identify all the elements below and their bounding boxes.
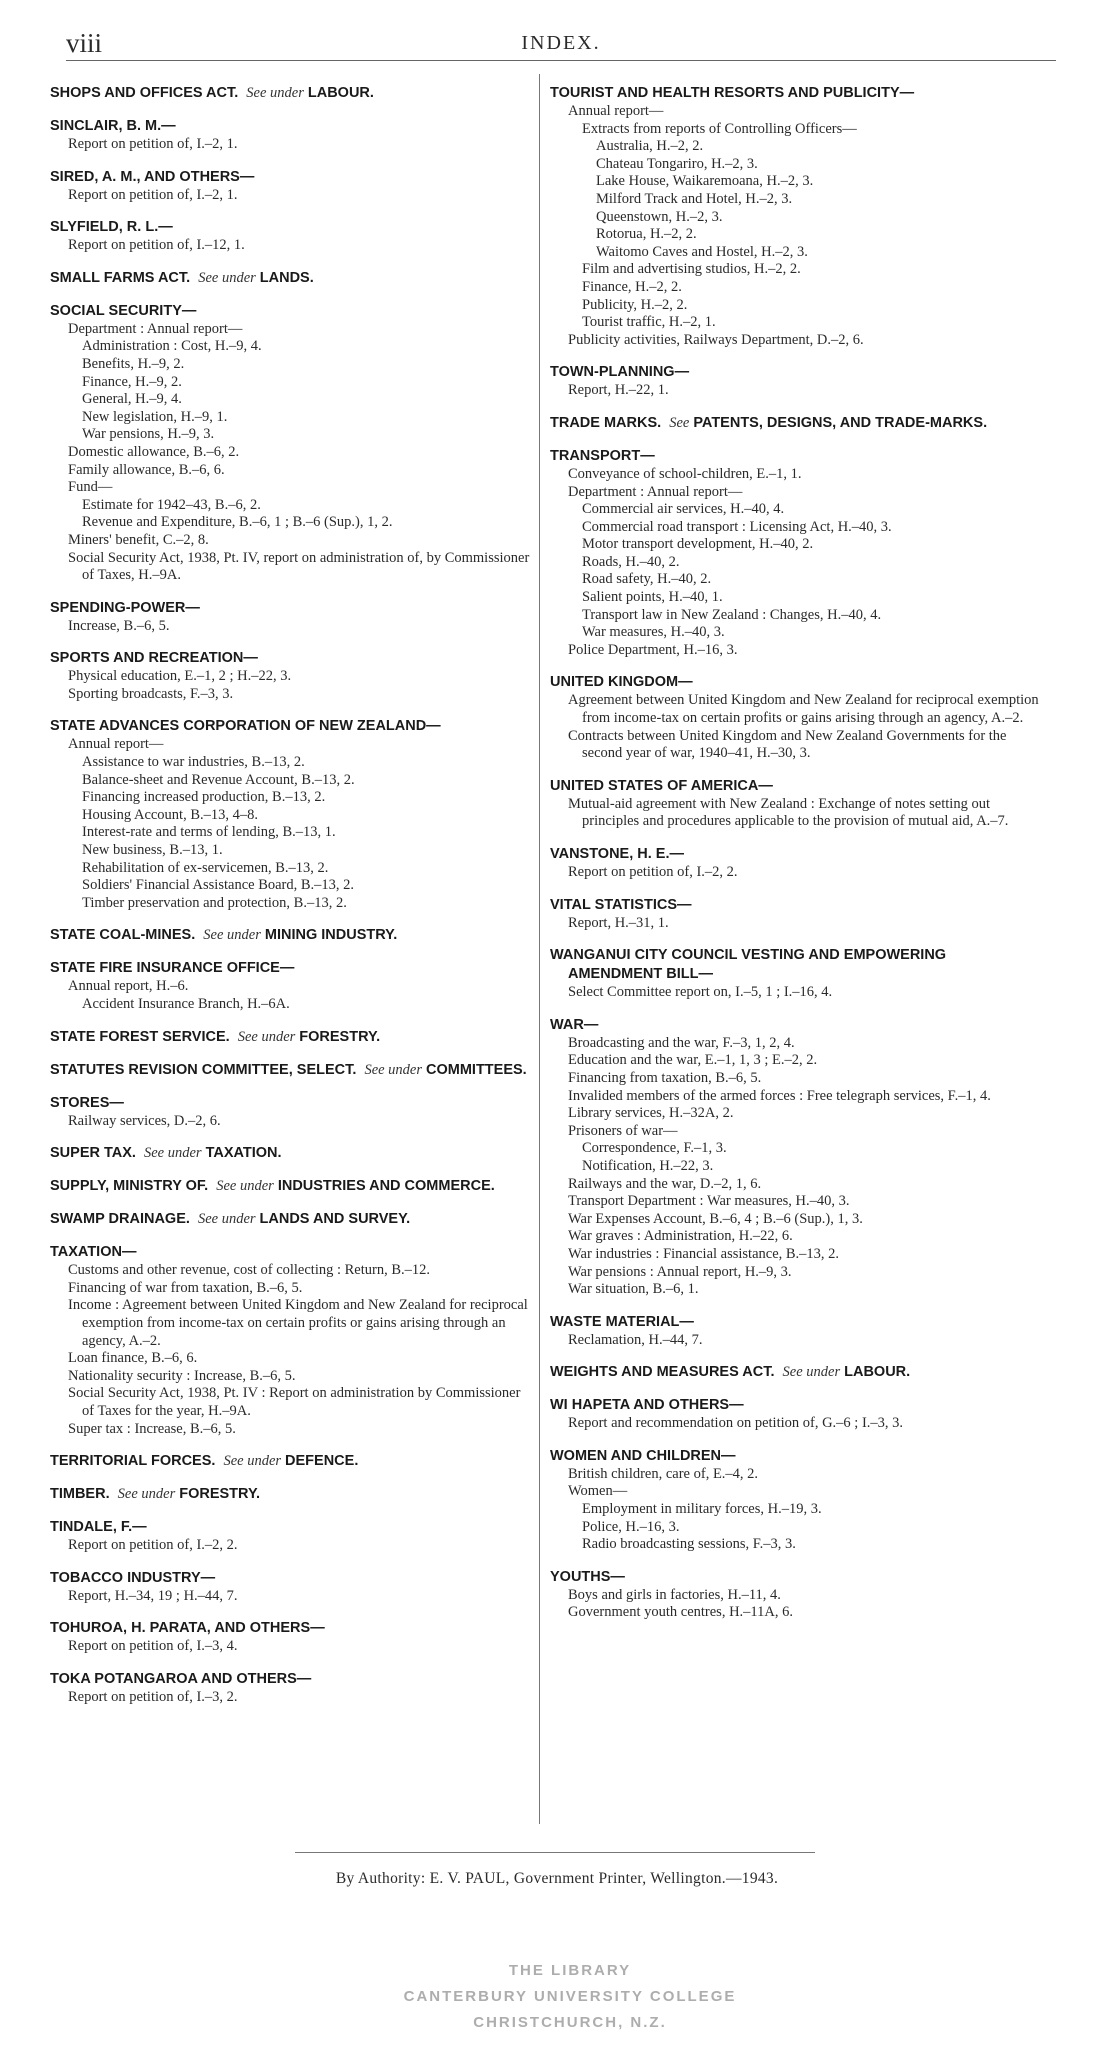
- subentry: Notification, H.–22, 3.: [582, 1157, 714, 1174]
- subentry: Report, H.–22, 1.: [568, 382, 669, 399]
- entry-heading: [50, 218, 535, 237]
- index-entry: [50, 269, 535, 288]
- index-entry: [50, 1210, 535, 1229]
- index-entry: [50, 1518, 535, 1555]
- entry-heading: [50, 117, 535, 136]
- right-column: [550, 84, 1040, 1636]
- index-entry: [50, 1670, 535, 1707]
- subentry: Report on petition of, I.–2, 2.: [568, 864, 738, 880]
- subentry: Commercial road transport : Licensing Act, H.–40, 3.: [582, 518, 892, 535]
- cross-reference-target: MINING INDUSTRY.: [264, 927, 398, 944]
- heading-text: STORES—: [50, 1094, 124, 1111]
- subentry: Loan finance, B.–6, 6.: [68, 1350, 198, 1367]
- index-entry: [550, 673, 1040, 762]
- subentry: Tourist traffic, H.–2, 1.: [582, 314, 716, 331]
- see-reference: See under: [198, 269, 256, 286]
- subentry: Super tax : Increase, B.–6, 5.: [68, 1420, 236, 1437]
- subentry: Estimate for 1942–43, B.–6, 2.: [82, 496, 261, 513]
- subentry: Report on petition of, I.–3, 2.: [68, 1688, 238, 1705]
- subentry: Financing of war from taxation, B.–6, 5.: [68, 1279, 303, 1296]
- entry-heading: [50, 1518, 535, 1537]
- subentry: Police, H.–16, 3.: [582, 1518, 680, 1535]
- subentry: War Expenses Account, B.–6, 4 ; B.–6 (Sup.), 1, 3.: [568, 1210, 863, 1227]
- subentry: Radio broadcasting sessions, F.–3, 3.: [582, 1536, 796, 1553]
- subentry: Report on petition of, I.–2, 1.: [68, 186, 238, 203]
- subentry: Social Security Act, 1938, Pt. IV, report on administration of, by Commissioner of Taxes, H.–9A.: [68, 549, 530, 584]
- entry-heading: [550, 84, 1040, 103]
- index-entry: [50, 1177, 535, 1196]
- entry-heading: [550, 1396, 1040, 1415]
- running-title: INDEX.: [521, 32, 601, 54]
- heading-text: STATE ADVANCES CORPORATION OF NEW ZEALAND—: [50, 718, 441, 735]
- subentry: War pensions : Annual report, H.–9, 3.: [568, 1263, 792, 1280]
- heading-text: SUPER TAX.: [50, 1145, 136, 1162]
- heading-text: TIMBER.: [50, 1486, 110, 1503]
- index-entry: [50, 926, 535, 945]
- subentry: Reclamation, H.–44, 7.: [568, 1331, 703, 1348]
- subentry: Benefits, H.–9, 2.: [82, 355, 185, 372]
- entry-heading: [50, 1485, 535, 1504]
- subentry: Department : Annual report—: [68, 320, 243, 337]
- cross-reference-target: LABOUR.: [844, 1364, 911, 1381]
- heading-text: SINCLAIR, B. M.—: [50, 118, 176, 134]
- subentry: Invalided members of the armed forces : Free telegraph services, F.–1, 4.: [568, 1087, 991, 1104]
- heading-text: SIRED, A. M., AND OTHERS—: [50, 168, 255, 185]
- subentry: Commercial air services, H.–40, 4.: [582, 501, 785, 518]
- heading-text: SPENDING-POWER—: [50, 599, 200, 616]
- subentry: General, H.–9, 4.: [82, 391, 182, 408]
- entry-heading: [550, 673, 1040, 692]
- printer-imprint: By Authority: E. V. PAUL, Government Printer, Wellington.—1943.: [335, 1870, 779, 1887]
- subentry: Accident Insurance Branch, H.–6A.: [82, 996, 290, 1012]
- see-reference: See under: [246, 85, 304, 101]
- subentry: Police Department, H.–16, 3.: [568, 641, 738, 658]
- heading-text: TRADE MARKS.: [550, 414, 662, 431]
- subentry: Increase, B.–6, 5.: [68, 617, 170, 634]
- entry-heading: [50, 1061, 535, 1080]
- index-entry: [50, 1569, 535, 1606]
- entry-heading: [50, 1569, 535, 1588]
- cross-reference-target: PATENTS, DESIGNS, AND TRADE-MARKS.: [693, 414, 988, 431]
- index-entry: [50, 117, 535, 154]
- heading-text: SPORTS AND RECREATION—: [50, 650, 258, 667]
- subentry: War graves : Administration, H.–22, 6.: [568, 1228, 793, 1245]
- stamp-line: THE LIBRARY: [508, 1962, 632, 1979]
- see-reference: See: [669, 414, 690, 431]
- entry-heading: [50, 1177, 535, 1196]
- see-reference: See under: [364, 1061, 423, 1078]
- entry-heading: [550, 946, 1040, 984]
- entry-heading: [550, 363, 1040, 382]
- entry-heading: [550, 414, 1040, 433]
- subentry: Customs and other revenue, cost of collecting : Return, B.–12.: [68, 1262, 431, 1279]
- footer-rule: [295, 1852, 815, 1853]
- subentry: Agreement between United Kingdom and New Zealand for reciprocal exemption from income-tax on certain profits or gains arising through an agency, A.–2.: [568, 692, 1039, 727]
- subentry: Miners' benefit, C.–2, 8.: [68, 531, 209, 548]
- entry-heading: [50, 84, 535, 103]
- heading-text: YOUTHS—: [550, 1568, 625, 1585]
- entry-heading: [550, 896, 1040, 915]
- index-entry: [550, 896, 1040, 933]
- subentry: Social Security Act, 1938, Pt. IV : Report on administration by Commissioner of Taxes for the year, H.–9A.: [68, 1385, 521, 1419]
- index-entry: [550, 447, 1040, 660]
- subentry: Chateau Tongariro, H.–2, 3.: [596, 155, 758, 172]
- heading-text: STATE COAL-MINES.: [50, 927, 196, 944]
- index-entry: [550, 946, 1040, 1002]
- index-entry: [50, 1094, 535, 1131]
- subentry: Transport Department : War measures, H.–40, 3.: [568, 1193, 850, 1210]
- entry-heading: [50, 926, 535, 945]
- see-reference: See under: [216, 1178, 274, 1195]
- subentry: Rotorua, H.–2, 2.: [596, 226, 697, 243]
- heading-text: TOURIST AND HEALTH RESORTS AND PUBLICITY—: [550, 85, 915, 101]
- subentry: Report on petition of, I.–2, 1.: [68, 136, 238, 152]
- stamp-line: CHRISTCHURCH, N.Z.: [473, 2014, 667, 2031]
- index-entry: [50, 1243, 535, 1438]
- cross-reference-target: LANDS.: [259, 269, 314, 286]
- entry-heading: [550, 1568, 1040, 1587]
- subentry: Housing Account, B.–13, 4–8.: [82, 806, 259, 823]
- index-entry: [50, 649, 535, 703]
- index-entry: [50, 1144, 535, 1163]
- subentry: Financing from taxation, B.–6, 5.: [568, 1069, 762, 1086]
- subentry: Publicity activities, Railways Department, D.–2, 6.: [568, 331, 864, 348]
- subentry: Extracts from reports of Controlling Officers—: [582, 120, 857, 137]
- entry-heading: [550, 1447, 1040, 1466]
- heading-text: SMALL FARMS ACT.: [50, 269, 191, 286]
- subentry: Report on petition of, I.–2, 2.: [68, 1537, 238, 1554]
- subentry: Milford Track and Hotel, H.–2, 3.: [596, 190, 793, 207]
- heading-text: SOCIAL SECURITY—: [50, 302, 197, 319]
- stamp-line: CANTERBURY UNIVERSITY COLLEGE: [403, 1988, 737, 2005]
- cross-reference-target: FORESTRY.: [299, 1028, 381, 1045]
- subentry: Interest-rate and terms of lending, B.–13, 1.: [82, 824, 336, 841]
- entry-heading: [550, 777, 1040, 796]
- heading-text: TOHUROA, H. PARATA, AND OTHERS—: [50, 1620, 325, 1637]
- heading-text: SWAMP DRAINAGE.: [50, 1211, 190, 1228]
- subentry: Transport law in New Zealand : Changes, H.–40, 4.: [582, 606, 882, 623]
- subentry: Revenue and Expenditure, B.–6, 1 ; B.–6 (Sup.), 1, 2.: [82, 514, 393, 531]
- subentry: Roads, H.–40, 2.: [582, 553, 680, 570]
- entry-heading: [550, 1313, 1040, 1332]
- heading-text: SHOPS AND OFFICES ACT.: [50, 85, 239, 101]
- see-reference: See under: [197, 1211, 256, 1228]
- index-entry: [550, 1568, 1040, 1622]
- entry-heading: [50, 1210, 535, 1229]
- subentry: Contracts between United Kingdom and New Zealand Governments for the second year of war, 1940–41, H.–30, 3.: [568, 727, 1007, 762]
- subentry: Report, H.–34, 19 ; H.–44, 7.: [68, 1587, 238, 1604]
- subentry: Employment in military forces, H.–19, 3.: [582, 1501, 822, 1518]
- subentry: Assistance to war industries, B.–13, 2.: [82, 754, 305, 771]
- entry-heading: [50, 1619, 535, 1638]
- subentry: Government youth centres, H.–11A, 6.: [568, 1604, 793, 1621]
- cross-reference-target: COMMITTEES.: [426, 1061, 527, 1078]
- heading-text: STATUTES REVISION COMMITTEE, SELECT.: [50, 1061, 357, 1078]
- cross-reference-target: DEFENCE.: [285, 1453, 359, 1470]
- heading-text: WEIGHTS AND MEASURES ACT.: [550, 1364, 775, 1381]
- cross-reference-target: LANDS AND SURVEY.: [259, 1211, 411, 1228]
- entry-heading: [50, 1094, 535, 1113]
- subentry: Report, H.–31, 1.: [568, 914, 669, 931]
- subentry: Motor transport development, H.–40, 2.: [582, 536, 814, 553]
- subentry: Family allowance, B.–6, 6.: [68, 461, 225, 478]
- entry-heading: [50, 269, 535, 288]
- see-reference: See under: [237, 1028, 296, 1045]
- index-entry: [50, 599, 535, 636]
- index-entry: [550, 845, 1040, 882]
- entry-heading: [50, 1452, 535, 1471]
- subentry: Soldiers' Financial Assistance Board, B.–13, 2.: [82, 877, 355, 894]
- subentry: Income : Agreement between United Kingdom and New Zealand for reciprocal exemption from income-tax on certain profits or gains arising through an agency, A.–2.: [68, 1297, 528, 1349]
- cross-reference-target: LABOUR.: [307, 85, 374, 101]
- entry-heading: [550, 447, 1040, 466]
- subentry: Film and advertising studios, H.–2, 2.: [582, 261, 801, 278]
- index-entry: [550, 414, 1040, 433]
- subentry: Prisoners of war—: [568, 1122, 678, 1139]
- see-reference: See under: [143, 1145, 202, 1162]
- heading-text: TRANSPORT—: [550, 447, 655, 464]
- heading-text: WASTE MATERIAL—: [550, 1313, 694, 1330]
- index-entry: [50, 959, 535, 1013]
- index-entry: [50, 218, 535, 255]
- page-header: [66, 24, 1056, 64]
- entry-heading: [50, 1243, 535, 1262]
- heading-text: WANGANUI CITY COUNCIL VESTING AND EMPOWERING AMENDMENT BILL—: [550, 947, 947, 983]
- entry-heading: [50, 717, 535, 736]
- subentry: Salient points, H.–40, 1.: [582, 589, 723, 606]
- subentry: War situation, B.–6, 1.: [568, 1281, 699, 1298]
- heading-text: TOWN-PLANNING—: [550, 364, 690, 381]
- heading-text: STATE FIRE INSURANCE OFFICE—: [50, 960, 295, 977]
- subentry: New legislation, H.–9, 1.: [82, 408, 228, 425]
- heading-text: VITAL STATISTICS—: [550, 896, 692, 913]
- subentry: War pensions, H.–9, 3.: [82, 426, 215, 443]
- subentry: Railway services, D.–2, 6.: [68, 1112, 221, 1129]
- index-entry: [550, 1313, 1040, 1350]
- subentry: Timber preservation and protection, B.–13, 2.: [82, 894, 347, 911]
- subentry: Domestic allowance, B.–6, 2.: [68, 443, 240, 460]
- entry-heading: [50, 1028, 535, 1047]
- index-entry: [50, 84, 535, 103]
- index-entry: [50, 168, 535, 205]
- heading-text: UNITED STATES OF AMERICA—: [550, 777, 773, 794]
- subentry: Physical education, E.–1, 2 ; H.–22, 3.: [68, 668, 292, 685]
- subentry: Department : Annual report—: [568, 483, 743, 500]
- see-reference: See under: [782, 1364, 841, 1381]
- subentry: New business, B.–13, 1.: [82, 842, 223, 859]
- header-rule: [66, 60, 1056, 61]
- heading-text: WAR—: [550, 1016, 599, 1033]
- subentry: Queenstown, H.–2, 3.: [596, 208, 723, 225]
- entry-heading: [50, 959, 535, 978]
- subentry: Finance, H.–2, 2.: [582, 278, 682, 295]
- heading-text: TINDALE, F.—: [50, 1519, 147, 1536]
- heading-text: STATE FOREST SERVICE.: [50, 1028, 230, 1045]
- page-number: viii: [66, 28, 103, 58]
- subentry: Select Committee report on, I.–5, 1 ; I.–16, 4.: [568, 984, 833, 1001]
- entry-heading: [550, 845, 1040, 864]
- subentry: Rehabilitation of ex-servicemen, B.–13, 2.: [82, 859, 329, 876]
- index-entry: [550, 84, 1040, 349]
- cross-reference-target: FORESTRY.: [179, 1486, 261, 1503]
- subentry: Report on petition of, I.–3, 4.: [68, 1638, 238, 1655]
- heading-text: WOMEN AND CHILDREN—: [550, 1447, 736, 1464]
- subentry: Sporting broadcasts, F.–3, 3.: [68, 685, 234, 702]
- subentry: Finance, H.–9, 2.: [82, 373, 182, 390]
- index-entry: [50, 1452, 535, 1471]
- subentry: Annual report—: [568, 103, 664, 119]
- subentry: Library services, H.–32A, 2.: [568, 1105, 734, 1122]
- heading-text: TOKA POTANGAROA AND OTHERS—: [50, 1670, 312, 1687]
- left-column: [50, 84, 535, 1721]
- index-entry: [550, 1016, 1040, 1299]
- index-entry: [50, 1061, 535, 1080]
- index-entry: [50, 302, 535, 585]
- heading-text: SLYFIELD, R. L.—: [50, 219, 173, 236]
- heading-text: SUPPLY, MINISTRY OF.: [50, 1178, 209, 1195]
- subentry: Balance-sheet and Revenue Account, B.–13, 2.: [82, 771, 355, 788]
- index-entry: [50, 717, 535, 912]
- subentry: Report on petition of, I.–12, 1.: [68, 237, 245, 254]
- index-entry: [550, 363, 1040, 400]
- heading-text: TERRITORIAL FORCES.: [50, 1453, 216, 1470]
- see-reference: See under: [117, 1486, 176, 1503]
- subentry: War industries : Financial assistance, B.–13, 2.: [568, 1245, 840, 1262]
- subentry: Women—: [568, 1483, 628, 1500]
- index-entry: [550, 777, 1040, 831]
- heading-text: UNITED KINGDOM—: [550, 674, 693, 691]
- heading-text: TAXATION—: [50, 1244, 137, 1261]
- subentry: Railways and the war, D.–2, 1, 6.: [568, 1175, 762, 1192]
- entry-heading: [50, 599, 535, 618]
- subentry: Road safety, H.–40, 2.: [582, 571, 712, 588]
- subentry: Mutual-aid agreement with New Zealand : Exchange of notes setting out principles and procedures applicable to the provision of mutual aid, A.–7.: [568, 795, 1009, 830]
- heading-text: VANSTONE, H. E.—: [550, 846, 685, 862]
- subentry: Administration : Cost, H.–9, 4.: [82, 338, 262, 355]
- subentry: Financing increased production, B.–13, 2.: [82, 789, 326, 806]
- subentry: Broadcasting and the war, F.–3, 1, 2, 4.: [568, 1034, 795, 1051]
- subentry: Publicity, H.–2, 2.: [582, 296, 688, 313]
- subentry: Fund—: [68, 479, 113, 496]
- subentry: British children, care of, E.–4, 2.: [568, 1465, 759, 1482]
- cross-reference-target: INDUSTRIES AND COMMERCE.: [277, 1178, 495, 1195]
- index-entry: [50, 1028, 535, 1047]
- heading-text: WI HAPETA AND OTHERS—: [550, 1397, 744, 1414]
- entry-heading: [50, 1670, 535, 1689]
- subentry: Annual report, H.–6.: [68, 978, 189, 995]
- entry-heading: [50, 168, 535, 187]
- entry-heading: [550, 1363, 1040, 1382]
- subentry: Correspondence, F.–1, 3.: [582, 1140, 727, 1157]
- library-stamp: [380, 1958, 760, 2050]
- see-reference: See under: [203, 927, 261, 944]
- entry-heading: [50, 302, 535, 321]
- subentry: Boys and girls in factories, H.–11, 4.: [568, 1586, 781, 1603]
- subentry: Lake House, Waikaremoana, H.–2, 3.: [596, 173, 814, 190]
- cross-reference-target: TAXATION.: [205, 1145, 282, 1162]
- index-entry: [50, 1619, 535, 1656]
- subentry: Education and the war, E.–1, 1, 3 ; E.–2, 2.: [568, 1052, 818, 1069]
- index-entry: [550, 1396, 1040, 1433]
- index-entry: [550, 1363, 1040, 1382]
- subentry: Nationality security : Increase, B.–6, 5.: [68, 1367, 296, 1384]
- heading-text: TOBACCO INDUSTRY—: [50, 1569, 216, 1586]
- entry-heading: [550, 1016, 1040, 1035]
- index-entry: [550, 1447, 1040, 1554]
- entry-heading: [50, 1144, 535, 1163]
- see-reference: See under: [223, 1453, 282, 1470]
- subentry: Report and recommendation on petition of, G.–6 ; I.–3, 3.: [568, 1415, 904, 1432]
- entry-heading: [50, 649, 535, 668]
- index-entry: [50, 1485, 535, 1504]
- subentry: War measures, H.–40, 3.: [582, 624, 725, 641]
- subentry: Australia, H.–2, 2.: [596, 138, 704, 155]
- subentry: Annual report—: [68, 736, 164, 753]
- subentry: Conveyance of school-children, E.–1, 1.: [568, 465, 802, 482]
- column-divider: [539, 74, 540, 1824]
- subentry: Waitomo Caves and Hostel, H.–2, 3.: [596, 243, 808, 260]
